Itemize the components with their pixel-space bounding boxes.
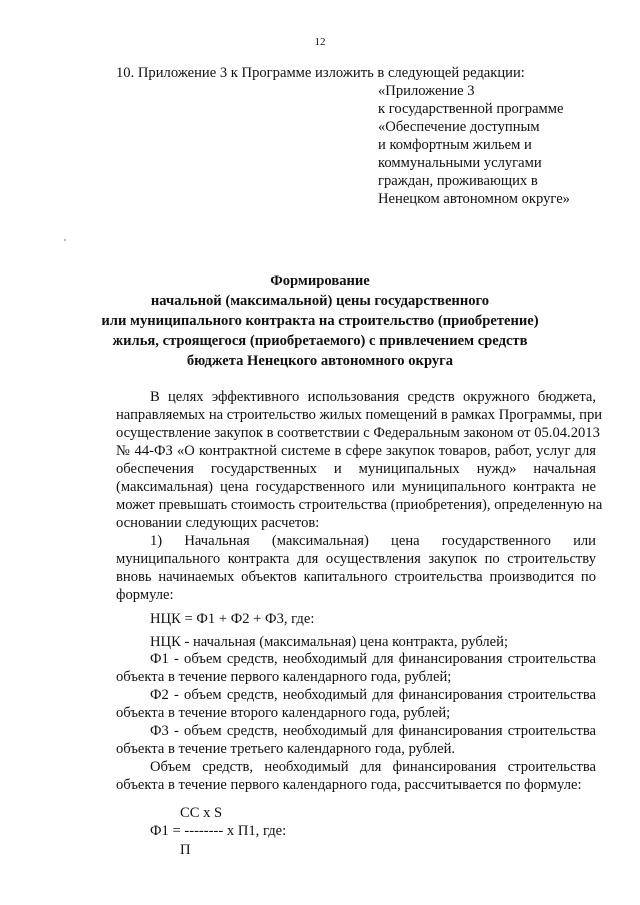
paragraph-line: № 44-ФЗ «О контрактной системе в сфере закупок товаров, работ, услуг для	[116, 443, 596, 459]
page-number: 12	[314, 36, 326, 48]
paragraph-line: (максимальная) цена государственного или муниципального контракта не	[116, 479, 596, 495]
title-line: жилья, строящегося (приобретаемого) с привлечением средств	[112, 333, 528, 349]
title-line: бюджета Ненецкого автономного округа	[186, 353, 454, 369]
definition-line: объекта в течение третьего календарного года, рублей.	[116, 741, 456, 757]
title-line: или муниципального контракта на строительство (приобретение)	[101, 313, 539, 329]
appendix-line: к государственной программе	[378, 101, 564, 117]
formula-numerator: СС х S	[180, 805, 223, 821]
definition-line: объекта в течение второго календарного года, рублей;	[116, 705, 451, 721]
amendment-item: 10. Приложение 3 к Программе изложить в следующей редакции:	[116, 65, 525, 81]
paragraph-line: муниципального контракта для осуществления закупок по строительству	[116, 551, 596, 567]
appendix-line: «Обеспечение доступным	[378, 119, 540, 135]
paragraph-line: 1) Начальная (максимальная) цена государственного или	[150, 533, 596, 549]
formula-denominator: П	[180, 842, 191, 858]
definition-line: Ф1 - объем средств, необходимый для финансирования строительства	[150, 651, 596, 667]
paragraph-line: основании следующих расчетов:	[116, 515, 320, 531]
title-line: Формирование	[270, 273, 370, 289]
definition-line: НЦК - начальная (максимальная) цена контракта, рублей;	[150, 634, 509, 650]
appendix-line: коммунальными услугами	[378, 155, 542, 171]
paragraph-line: объекта в течение первого календарного года, рассчитывается по формуле:	[116, 777, 582, 793]
appendix-line: граждан, проживающих в	[378, 173, 538, 189]
paragraph-line: формуле:	[116, 587, 174, 603]
definition-line: объекта в течение первого календарного года, рублей;	[116, 669, 452, 685]
main-formula: НЦК = Ф1 + Ф2 + Ф3, где:	[150, 611, 315, 627]
paragraph-line: направляемых на строительство жилых помещений в рамках Программы, при	[116, 407, 603, 423]
paragraph-line: может превышать стоимость строительства (приобретения), определенную на	[116, 497, 603, 513]
definition-line: Ф2 - объем средств, необходимый для финансирования строительства	[150, 687, 596, 703]
paragraph-line: В целях эффективного использования средств окружного бюджета,	[150, 389, 596, 405]
paragraph-line: осуществление закупок в соответствии с Федеральным законом от 05.04.2013	[116, 425, 600, 441]
formula-line: Ф1 = -------- х П1, где:	[150, 823, 287, 839]
definition-line: Ф3 - объем средств, необходимый для финансирования строительства	[150, 723, 596, 739]
appendix-line: и комфортным жильем и	[378, 137, 532, 153]
paragraph-line: обеспечения государственных и муниципальных нужд» начальная	[116, 461, 596, 477]
paragraph-line: Объем средств, необходимый для финансирования строительства	[150, 759, 596, 775]
appendix-line: «Приложение 3	[378, 83, 475, 99]
appendix-line: Ненецком автономном округе»	[378, 191, 570, 207]
scan-speck	[64, 239, 66, 241]
paragraph-line: вновь начинаемых объектов капитального строительства производится по	[116, 569, 596, 585]
title-line: начальной (максимальной) цены государственного	[150, 293, 490, 309]
